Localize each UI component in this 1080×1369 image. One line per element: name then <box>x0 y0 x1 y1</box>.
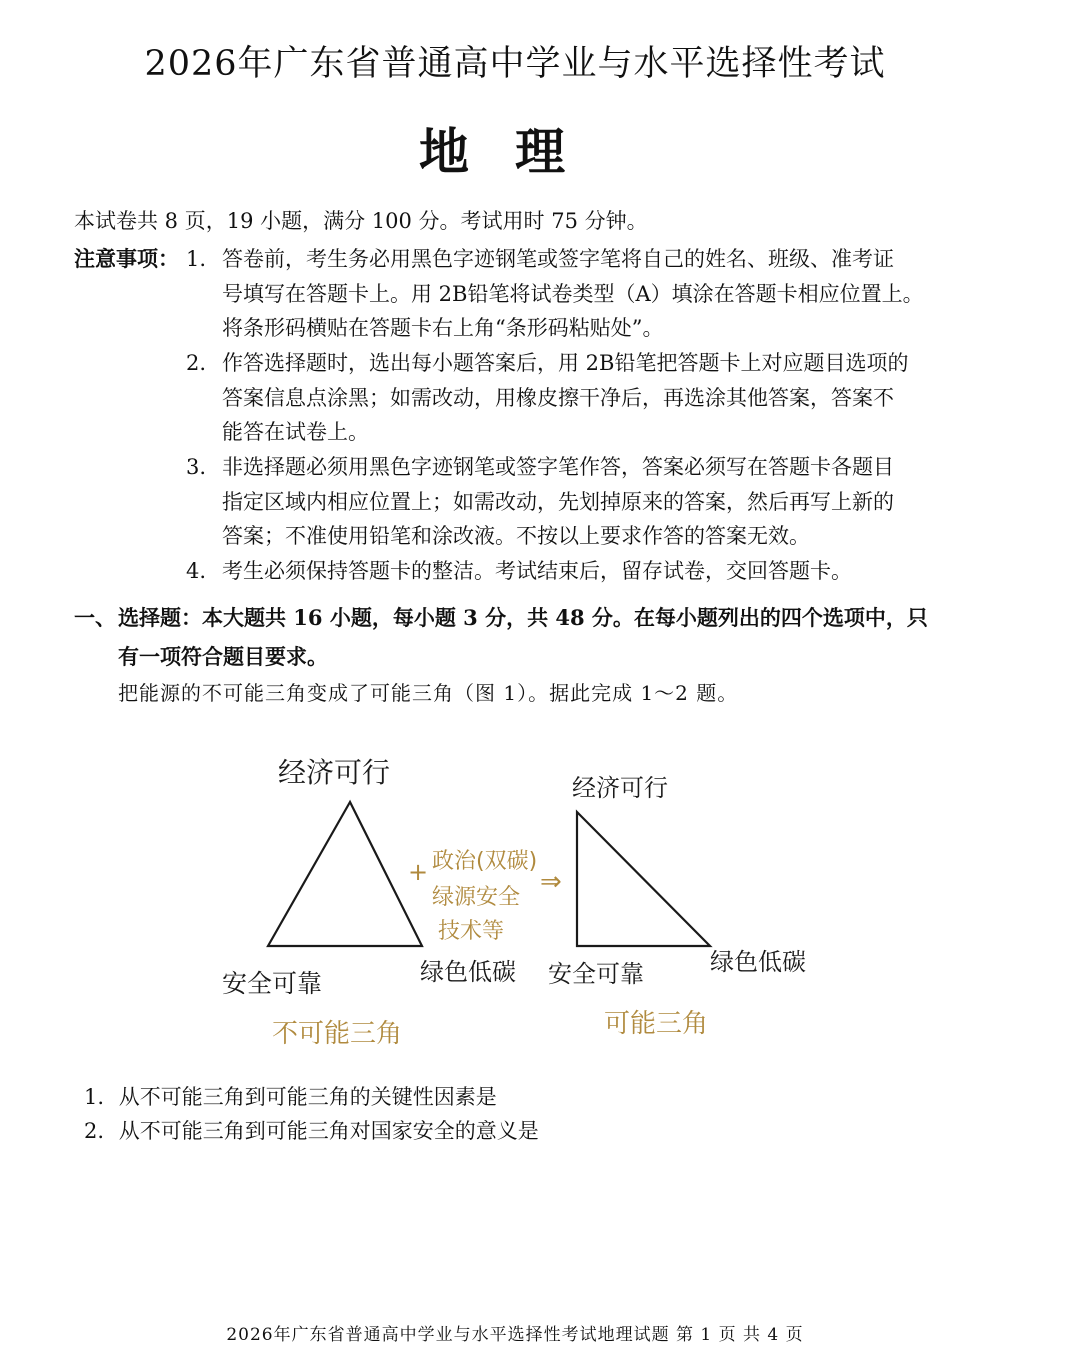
impossible-triangle <box>268 802 422 946</box>
note-line: 将条形码横贴在答题卡右上角“条形码粘贴处”。 <box>222 316 664 340</box>
left-bottom-right-label: 绿色低碳 <box>420 958 516 986</box>
note-body <box>222 346 962 450</box>
page-footer: 2026年广东省普通高中学业与水平选择性考试地理试题 第 1 页 共 4 页 <box>226 1325 804 1345</box>
section-line: 有一项符合题目要求。 <box>118 644 328 669</box>
arrow-icon: ⇒ <box>540 867 562 897</box>
note-body <box>222 242 962 346</box>
note-body <box>222 450 962 554</box>
notes-label: 注意事项： <box>74 246 179 271</box>
question-stem: 把能源的不可能三角变成了可能三角（图 1）。据此完成 1～2 题。 <box>118 681 739 705</box>
section-instructions <box>118 598 958 676</box>
subject-title: 地理 <box>419 122 611 181</box>
section-number: 一、 <box>74 605 116 630</box>
question-text: 从不可能三角到可能三角的关键性因素是 <box>118 1085 497 1109</box>
right-caption: 可能三角 <box>604 1009 709 1039</box>
note-body <box>222 554 962 589</box>
note-line: 指定区域内相应位置上；如需改动，先划掉原来的答案，然后再写上新的 <box>222 489 894 514</box>
section-line: 选择题：本大题共 16 小题，每小题 3 分，共 48 分。在每小题列出的四个选项中，只 <box>118 605 928 630</box>
note-line: 作答选择题时，选出每小题答案后，用 2B铅笔把答题卡上对应题目选项的 <box>222 351 909 375</box>
note-line: 答案；不准使用铅笔和涂改液。不按以上要求作答的答案无效。 <box>222 524 810 548</box>
exam-info: 本试卷共 8 页，19 小题，满分 100 分。考试用时 75 分钟。 <box>74 209 648 233</box>
question-1 <box>84 1080 497 1114</box>
exam-title: 2026年广东省普通高中学业与水平选择性考试 <box>144 44 886 84</box>
right-bottom-right-label: 绿色低碳 <box>710 948 806 976</box>
note-line: 能答在试卷上。 <box>222 420 369 444</box>
left-bottom-left-label: 安全可靠 <box>222 969 323 998</box>
note-number: 1. <box>186 247 207 271</box>
note-line: 号填写在答题卡上。用 2B铅笔将试卷类型（A）填涂在答题卡相应位置上。 <box>222 281 924 306</box>
possible-triangle <box>577 812 710 946</box>
plus-sign: + <box>408 858 429 886</box>
middle-line: 绿源安全 <box>432 885 521 910</box>
note-number: 3. <box>186 455 207 479</box>
left-top-label: 经济可行 <box>278 756 391 789</box>
note-line: 答卷前，考生务必用黑色字迹钢笔或签字笔将自己的姓名、班级、准考证 <box>222 247 894 271</box>
question-number: 1. <box>84 1085 105 1109</box>
note-line: 答案信息点涂黑；如需改动，用橡皮擦干净后，再选涂其他答案，答案不 <box>222 385 894 410</box>
note-line: 考生必须保持答题卡的整洁。考试结束后，留存试卷，交回答题卡。 <box>222 559 852 583</box>
note-number: 2. <box>186 351 207 375</box>
note-number: 4. <box>186 559 207 583</box>
question-number: 2. <box>84 1119 105 1143</box>
middle-line: 技术等 <box>438 919 505 944</box>
right-top-label: 经济可行 <box>572 774 668 802</box>
middle-line: 政治(双碳) <box>432 849 538 874</box>
question-2 <box>84 1114 539 1148</box>
note-line: 非选择题必须用黑色字迹钢笔或签字笔作答，答案必须写在答题卡各题目 <box>222 455 894 479</box>
left-caption: 不可能三角 <box>272 1019 403 1049</box>
question-text: 从不可能三角到可能三角对国家安全的意义是 <box>118 1119 539 1143</box>
right-bottom-left-label: 安全可靠 <box>548 960 644 988</box>
energy-triangle-figure <box>200 730 840 1060</box>
